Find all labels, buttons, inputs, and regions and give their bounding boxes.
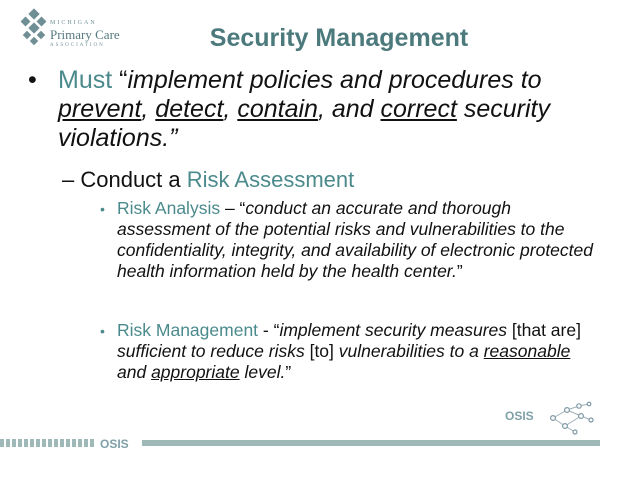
rm-text-1: implement security measures (279, 320, 508, 340)
comma-1: , (141, 95, 156, 123)
rm-text-5: vulnerabilities to a (338, 341, 484, 361)
risk-analysis-dash: – “ (220, 198, 246, 218)
comma-2: , (223, 95, 238, 123)
sub-prefix: – Conduct a (62, 167, 187, 192)
risk-management-close: ” (285, 362, 292, 382)
bullet-dot-risk-analysis: • (100, 201, 105, 217)
word-reasonable: reasonable (483, 341, 571, 361)
bullet1-text-2: security violations.” (58, 95, 550, 152)
logo-line2: Primary Care (50, 27, 120, 42)
slide-title: Security Management (209, 24, 469, 52)
word-appropriate: appropriate (151, 362, 240, 382)
risk-analysis-label: Risk Analysis (117, 198, 221, 218)
bullet-dot-risk-management: • (100, 323, 105, 339)
sub-bullet-risk-assessment (62, 167, 354, 193)
bullet1-text-1: implement policies and procedures to (127, 66, 542, 94)
rm-and: and (117, 362, 152, 382)
rm-text-6: level. (239, 362, 286, 382)
open-quote: “ (112, 66, 128, 94)
risk-analysis-text: conduct an accurate and thorough assessment of the potential risks and vulnerabilities to the confidentiality, integrity, and availability of electronic protected health information held by the health center. (117, 198, 593, 281)
word-prevent: prevent (58, 95, 142, 123)
risk-management-dash: - “ (258, 320, 280, 340)
risk-analysis-item (117, 198, 597, 282)
word-detect: detect (155, 95, 224, 123)
osis-brand-text: OSIS (505, 409, 534, 423)
risk-management-item (117, 320, 597, 383)
logo-line1: MICHIGAN (50, 20, 97, 26)
bullet-must (58, 66, 618, 153)
risk-analysis-close: ” (456, 261, 463, 281)
comma-and: , and (317, 95, 381, 123)
logo-line3: ASSOCIATION (50, 43, 105, 48)
must-label: Must (58, 66, 113, 94)
risk-management-label: Risk Management (117, 320, 259, 340)
risk-assessment-label: Risk Assessment (186, 167, 355, 192)
rm-text-3: sufficient to reduce risks (117, 341, 305, 361)
osis-network-logo (505, 400, 595, 436)
rm-bracket-2: [to] (304, 341, 339, 361)
rm-bracket-1: [that are] (507, 320, 581, 340)
word-correct: correct (380, 95, 457, 123)
word-contain: contain (237, 95, 318, 123)
footer-osis-text: OSIS (100, 437, 129, 451)
bullet-dot-1: • (28, 66, 37, 94)
footer-bar (0, 435, 600, 451)
